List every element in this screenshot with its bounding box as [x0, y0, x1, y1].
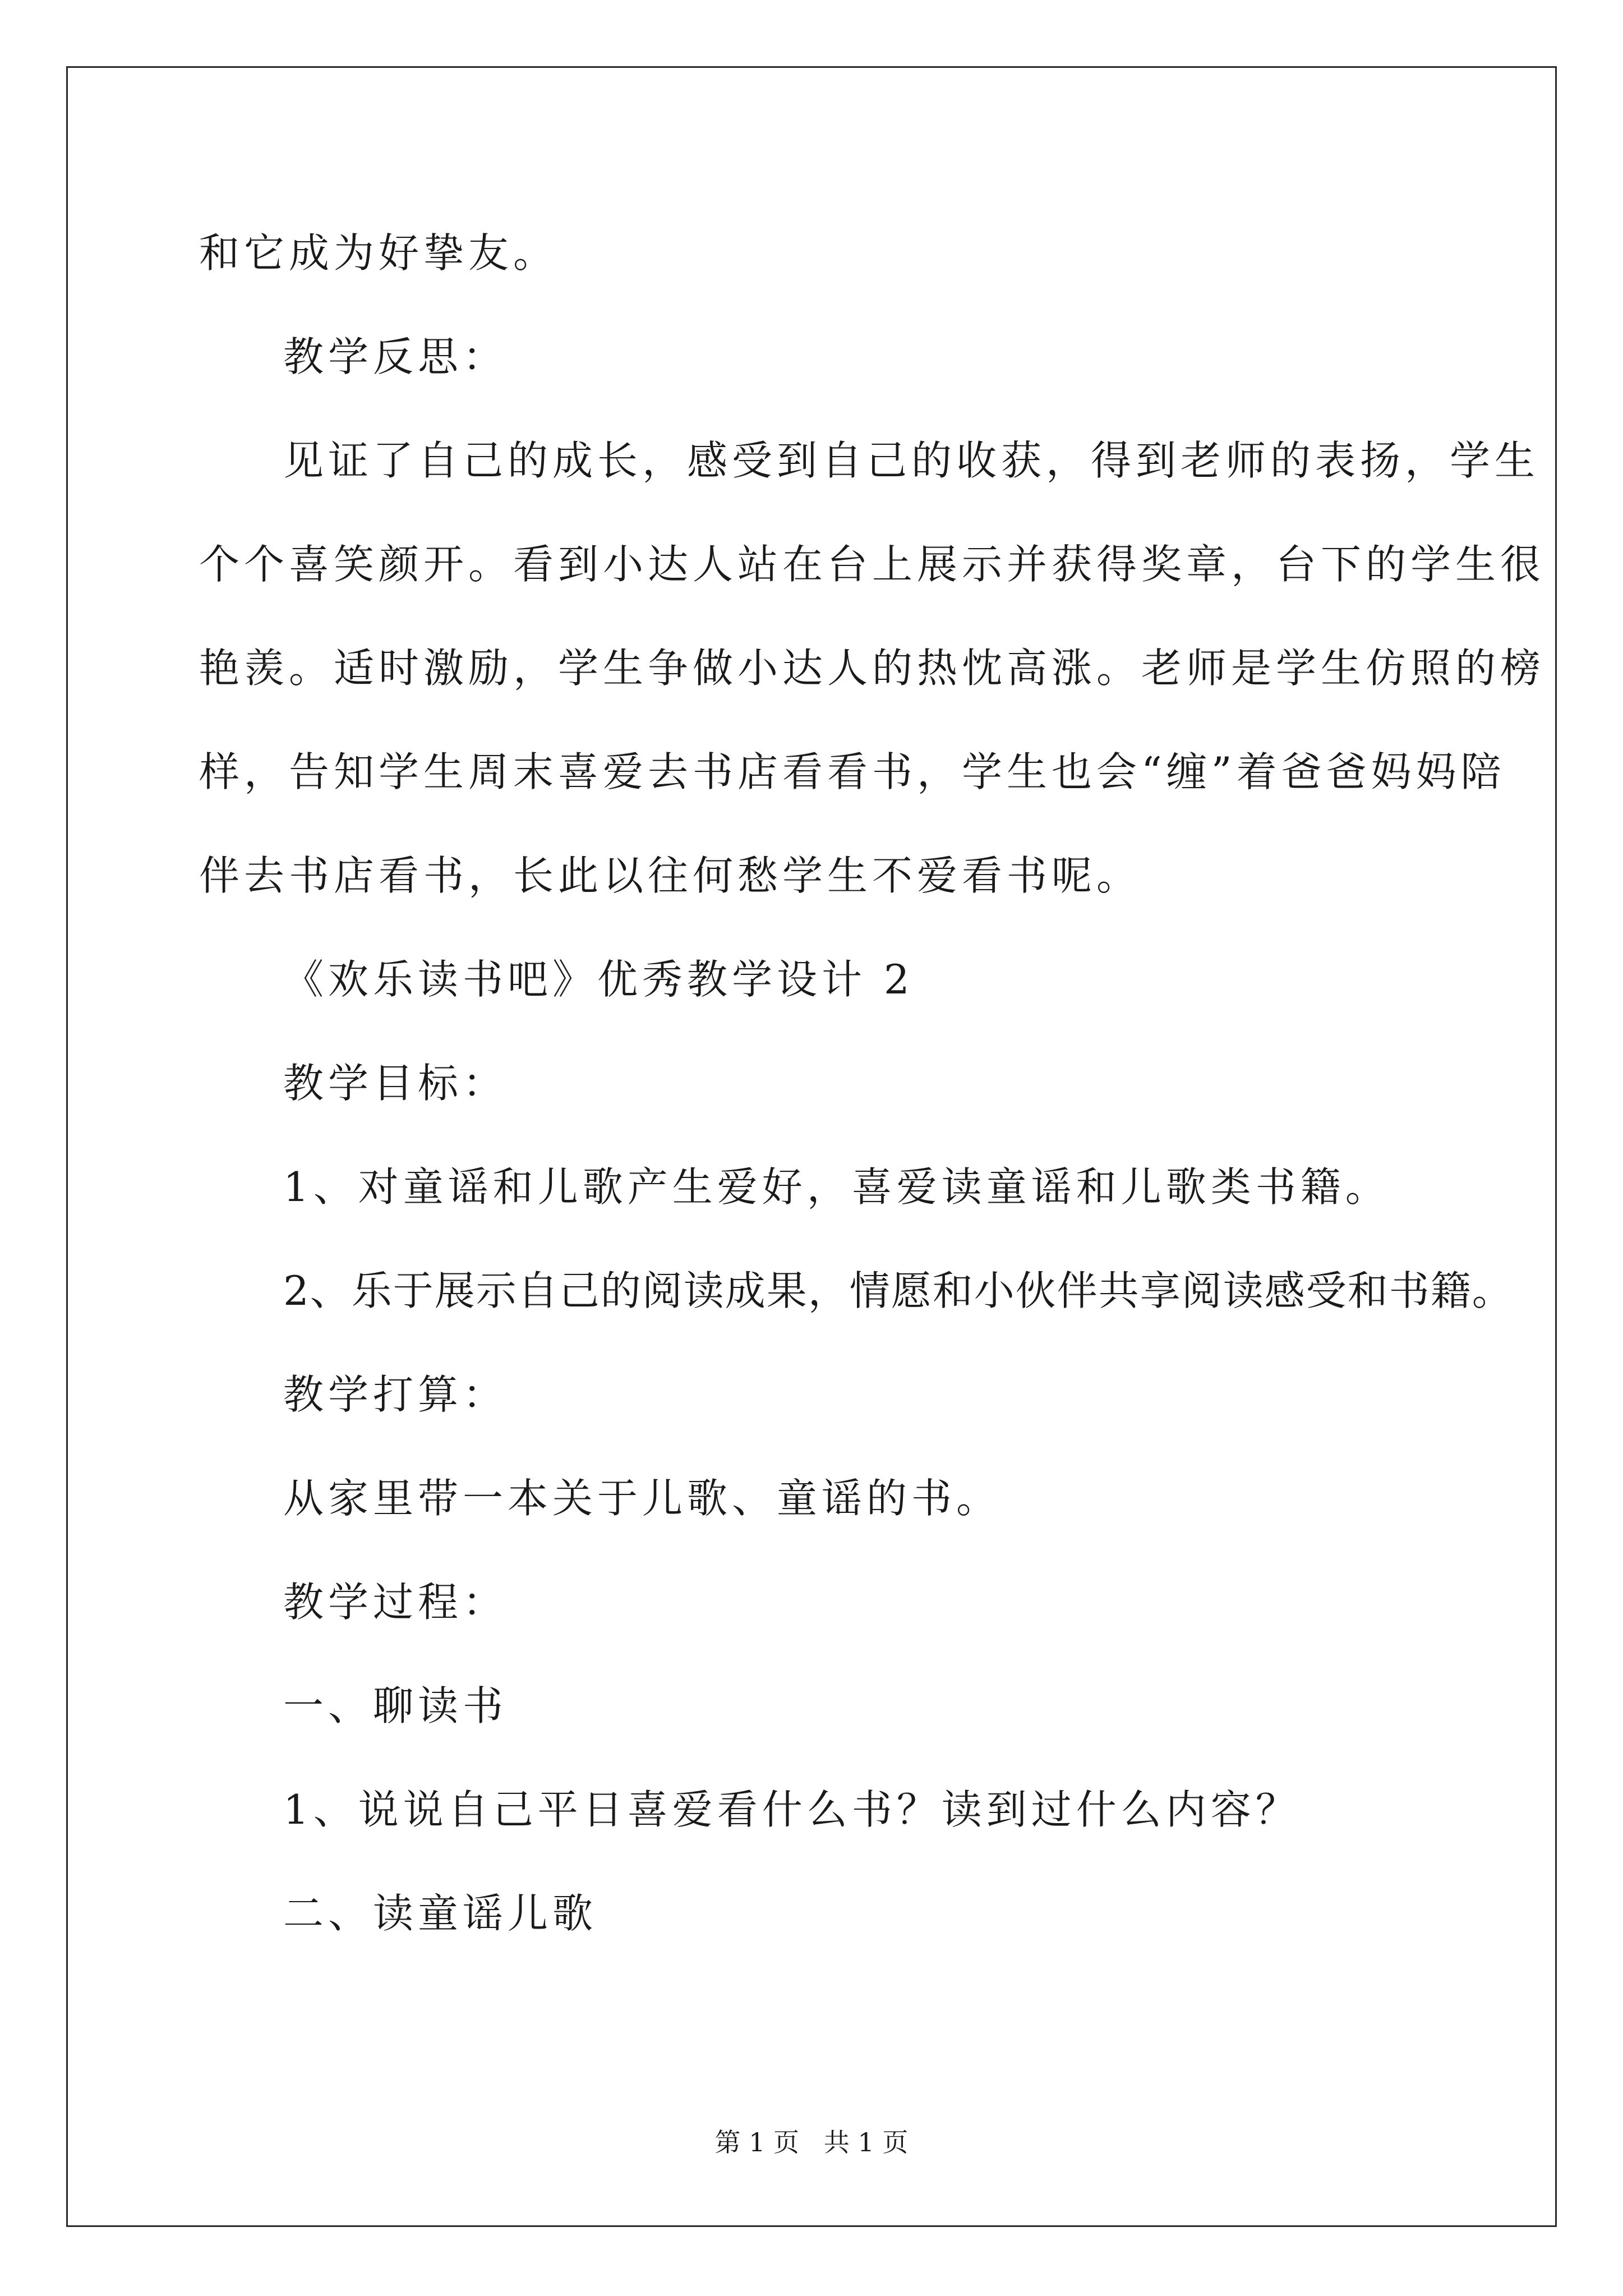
paragraph-line: 样，告知学生周末喜爱去书店看看书，学生也会“缠”着爸爸妈妈陪: [199, 748, 1506, 795]
document-title: 《欢乐读书吧》优秀教学设计 2: [283, 956, 914, 1003]
paragraph-line: 艳羡。适时激励，学生争做小达人的热忱高涨。老师是学生仿照的榜: [199, 645, 1546, 692]
section-heading-goals: 教学目标：: [283, 1060, 508, 1107]
section-heading-process: 教学过程：: [283, 1579, 508, 1626]
subsection-heading: 二、读童谣儿歌: [283, 1890, 598, 1937]
section-heading-preparation: 教学打算：: [283, 1371, 508, 1418]
page-number-footer: 第 1 页 共 1 页: [714, 2127, 909, 2157]
paragraph-line: 个个喜笑颜开。看到小达人站在台上展示并获得奖章，台下的学生很: [199, 541, 1546, 588]
paragraph-line: 和它成为好挚友。: [199, 229, 559, 277]
list-item: 2、乐于展示自己的阅读成果，情愿和小伙伴共享阅读感受和书籍。: [283, 1267, 1514, 1314]
subsection-heading: 一、聊读书: [283, 1682, 508, 1729]
list-item: 1、对童谣和儿歌产生爱好，喜爱读童谣和儿歌类书籍。: [283, 1163, 1390, 1211]
section-heading-reflection: 教学反思：: [283, 333, 508, 380]
paragraph-line: 见证了自己的成长，感受到自己的收获，得到老师的表扬，学生: [283, 437, 1540, 484]
paragraph-line: 伴去书店看书，长此以往何愁学生不爱看书呢。: [199, 852, 1142, 899]
list-item: 1、说说自己平日喜爱看什么书？读到过什么内容？: [283, 1786, 1301, 1833]
paragraph-line: 从家里带一本关于儿歌、童谣的书。: [283, 1475, 1002, 1522]
